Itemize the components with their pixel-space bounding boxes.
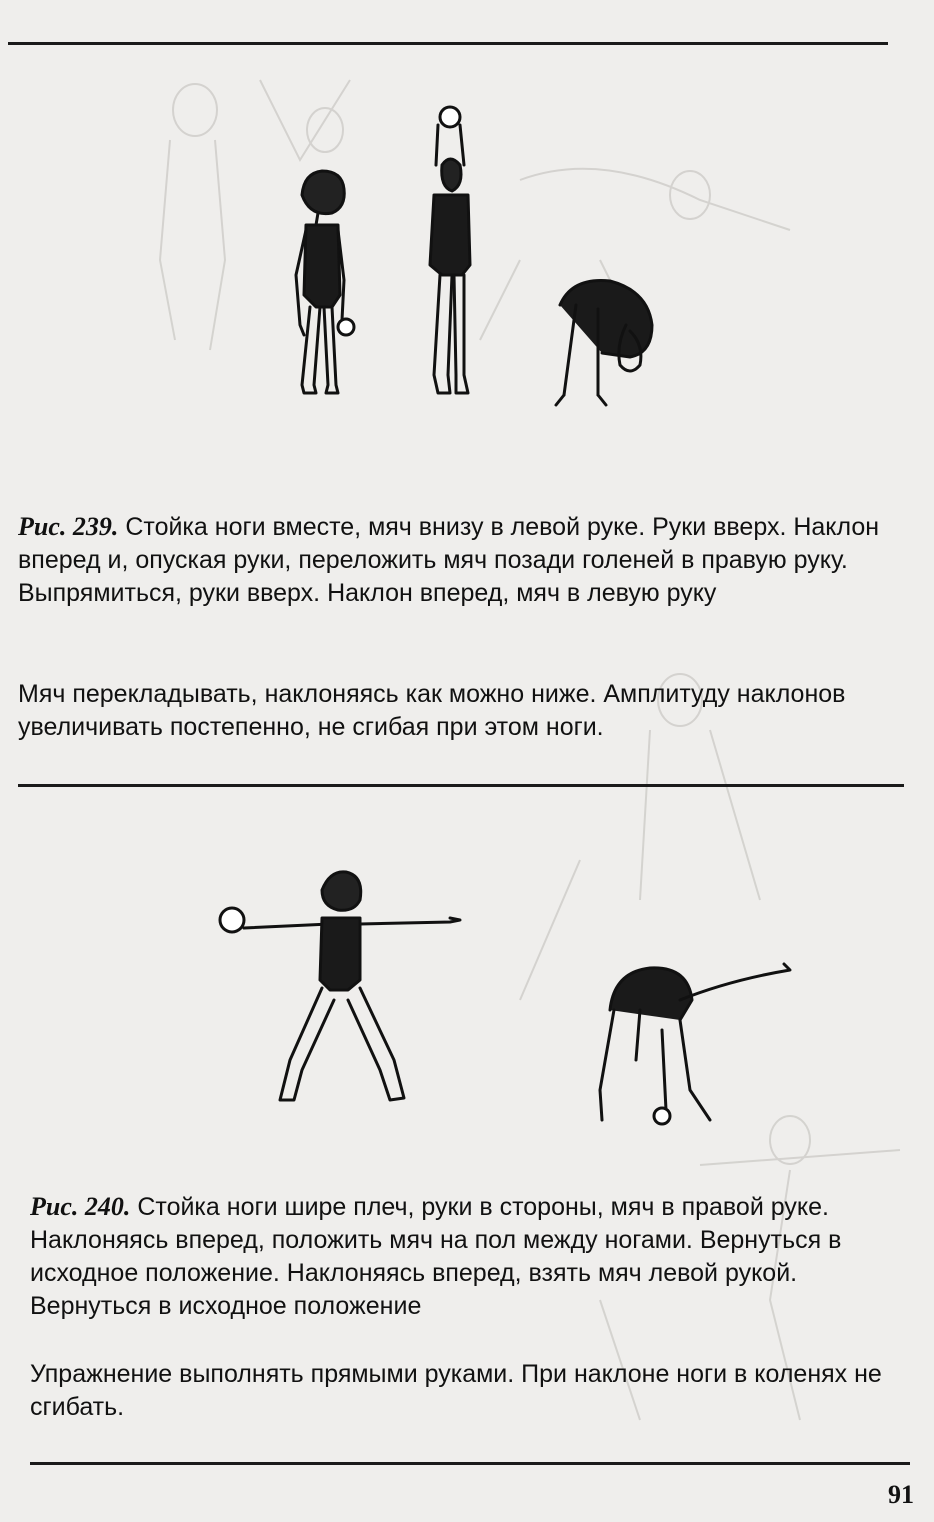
gymnast-arms-sideways-figure [220,872,460,1100]
figure-239-illustration [280,95,680,415]
gymnast-arms-up-figure [430,107,470,393]
figure-239-note: Мяч перекладывать, наклоняясь как можно ниже. Амплитуду наклонов увеличивать постепенно, не сгибая при этом ноги. [18,680,846,741]
figure-240-caption [30,1190,910,1323]
figure-239-number: Рис. 239. [18,512,119,541]
gymnast-bent-forward-figure [556,281,652,406]
gymnast-standing-figure [296,171,354,393]
middle-rule [18,784,904,787]
figure-240-illustration [210,860,810,1140]
figure-240-number: Рис. 240. [30,1192,131,1221]
figure-240-caption-text: Стойка ноги шире плеч, руки в стороны, мяч в правой руке. Наклоняясь вперед, положить мяч на пол между ногами. Вернуться в исходное положение. Наклоняясь вперед, взять мяч левой рукой. Вернуться в исходное положение [30,1193,842,1320]
top-rule [8,42,888,45]
page-number: 91 [888,1480,914,1509]
bottom-rule [30,1462,910,1465]
figure-239-caption [18,510,908,610]
figure-239-caption-text: Стойка ноги вместе, мяч внизу в левой руке. Руки вверх. Наклон вперед и, опуская руки, переложить мяч позади голеней в правую руку. Выпрямиться, руки вверх. Наклон вперед, мяч в левую руку [18,513,880,607]
figure-240-note: Упражнение выполнять прямыми руками. При наклоне ноги в коленях не сгибать. [30,1360,882,1421]
gymnast-bending-ball-figure [600,964,790,1124]
